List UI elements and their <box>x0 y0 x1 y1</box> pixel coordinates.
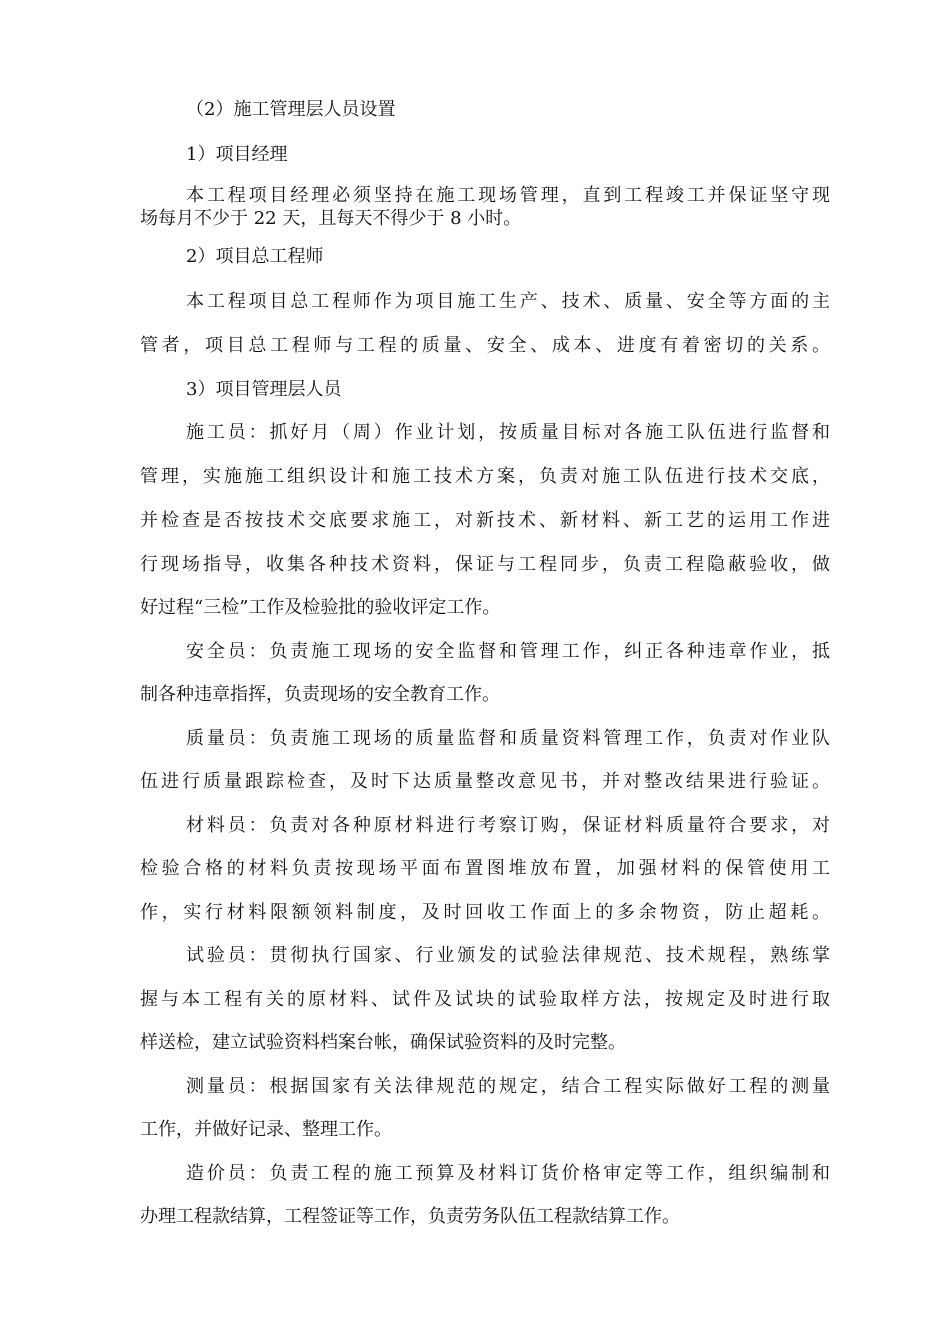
subheading-project-manager: 1）项目经理 <box>186 144 288 165</box>
paragraph-line: 试验员：贯彻执行国家、行业颁发的试验法律规范、技术规程，熟练掌 <box>186 945 833 966</box>
subheading-chief-engineer: 2）项目总工程师 <box>186 246 324 267</box>
paragraph-line: 好过程“三检”工作及检验批的验收评定工作。 <box>140 597 501 618</box>
paragraph-line: 质量员：负责施工现场的质量监督和质量资料管理工作，负责对作业队 <box>186 728 833 749</box>
paragraph-line: 管理，实施施工组织设计和施工技术方案，负责对施工队伍进行技术交底， <box>140 466 833 487</box>
subheading-management-staff: 3）项目管理层人员 <box>186 379 342 400</box>
paragraph-line: 办理工程款结算，工程签证等工作，负责劳务队伍工程款结算工作。 <box>140 1206 680 1227</box>
paragraph-line: 材料员：负责对各种原材料进行考察订购，保证材料质量符合要求，对 <box>186 815 833 836</box>
paragraph-line: 检验合格的材料负责按现场平面布置图堆放布置，加强材料的保管使用工 <box>140 858 834 879</box>
paragraph-line: 并检查是否按技术交底要求施工，对新技术、新材料、新工艺的运用工作进 <box>140 510 833 531</box>
paragraph-line: 造价员：负责工程的施工预算及材料订货价格审定等工作，组织编制和 <box>186 1163 833 1184</box>
paragraph-line: 测量员：根据国家有关法律规范的规定，结合工程实际做好工程的测量 <box>186 1076 833 1097</box>
paragraph-line: 作，实行材料限额领料制度，及时回收工作面上的多余物资，防止超耗。 <box>140 902 834 923</box>
paragraph-line: 制各种违章指挥，负责现场的安全教育工作。 <box>140 684 500 705</box>
section-heading: （2）施工管理层人员设置 <box>186 99 396 120</box>
paragraph-line: 施工员：抓好月（周）作业计划，按质量目标对各施工队伍进行监督和 <box>186 422 833 443</box>
paragraph-line: 本工程项目总工程师作为项目施工生产、技术、质量、安全等方面的主 <box>186 291 833 312</box>
paragraph-line: 场每月不少于 22 天，且每天不得少于 8 小时。 <box>140 208 522 229</box>
paragraph-line: 本工程项目经理必须坚持在施工现场管理，直到工程竣工并保证坚守现 <box>186 185 833 206</box>
paragraph-line: 行现场指导，收集各种技术资料，保证与工程同步，负责工程隐蔽验收，做 <box>140 554 833 575</box>
paragraph-line: 伍进行质量跟踪检查，及时下达质量整改意见书，并对整改结果进行验证。 <box>140 771 833 792</box>
paragraph-line: 握与本工程有关的原材料、试件及试块的试验取样方法，按规定及时进行取 <box>140 989 833 1010</box>
paragraph-line: 安全员：负责施工现场的安全监督和管理工作，纠正各种违章作业，抵 <box>186 641 833 662</box>
paragraph-line: 管者，项目总工程师与工程的质量、安全、成本、进度有着密切的关系。 <box>140 335 834 356</box>
paragraph-line: 工作，并做好记录、整理工作。 <box>140 1119 392 1140</box>
paragraph-line: 样送检，建立试验资料档案台帐，确保试验资料的及时完整。 <box>140 1032 626 1053</box>
